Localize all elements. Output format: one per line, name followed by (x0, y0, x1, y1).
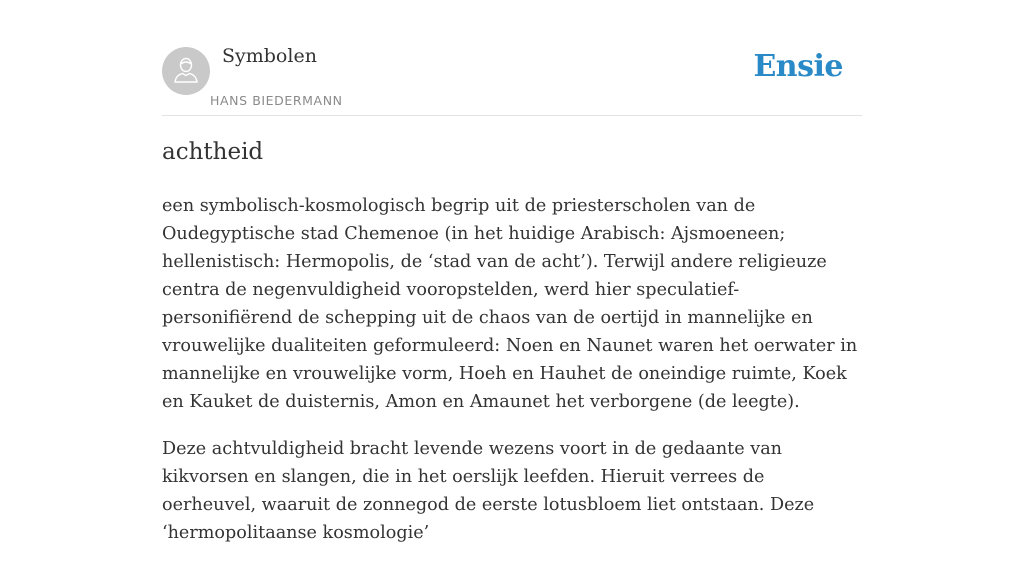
book-title-link[interactable]: Symbolen (222, 45, 317, 67)
user-silhouette-icon (162, 47, 210, 95)
paragraph: Deze achtvuldigheid bracht levende wezens voort in de gedaante van kikvorsen en slangen, die in het oerslijk leefden. Hieruit verrees de oerheuvel, waaruit de zonnegod de eerste lotusbloem liet ontstaan. Deze ‘hermopolitaanse kosmologie’ (162, 439, 815, 543)
page (162, 0, 862, 543)
entry-content (162, 192, 864, 566)
entry-title: achtheid (162, 139, 264, 165)
author-avatar[interactable] (162, 47, 210, 95)
paragraph: een symbolisch-kosmologisch begrip uit de priesterscholen van de Oudegyptische stad Chemenoe (in het huidige Arabisch: Ajsmoeneen; hellenistisch: Hermopolis, de ‘stad van de acht’). Terwijl andere religieuze centra de negenvuldigheid vooropstelden, werd hier speculatief-personifiërend de schepping uit de chaos van de oertijd in mannelijke en vrouwelijke dualiteiten geformuleerd: Noen en Naunet waren het oerwater in mannelijke en vrouwelijke vorm, Hoeh en Hauhet de oneindige ruimte, Koek en Kauket de duisternis, Amon en Amaunet het verborgene (de leegte). (162, 196, 858, 412)
header (162, 0, 862, 116)
author-name[interactable]: HANS BIEDERMANN (210, 93, 343, 108)
ensie-logo[interactable]: Ensie (753, 49, 843, 84)
